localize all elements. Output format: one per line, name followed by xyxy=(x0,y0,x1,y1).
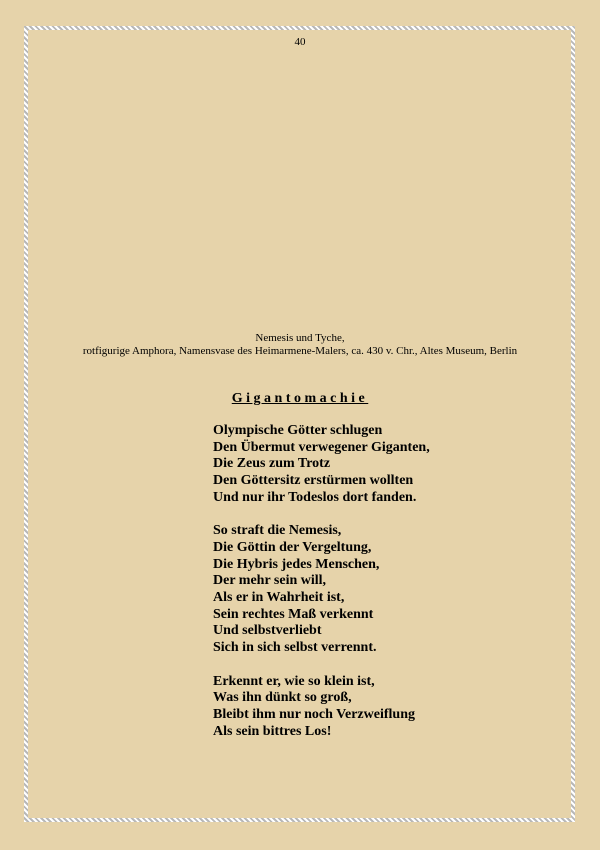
poem-line: Sich in sich selbst verrennt. xyxy=(213,640,377,656)
page-number: 40 xyxy=(294,36,306,48)
poem-line: Olympische Götter schlugen xyxy=(213,423,383,438)
poem-line: Sein rechtes Maß verkennt xyxy=(213,606,374,622)
poem-line: Der mehr sein will, xyxy=(213,573,327,589)
poem-line: Die Hybris jedes Menschen, xyxy=(213,556,380,572)
poem-title: Gigantomachie xyxy=(231,391,369,406)
stanza-3 xyxy=(213,674,430,741)
poem-line: Und selbstverliebt xyxy=(213,623,322,639)
poem-line: Den Übermut verwegener Giganten, xyxy=(213,439,430,455)
poem-line: Die Göttin der Vergeltung, xyxy=(213,539,372,555)
stanza-1 xyxy=(213,423,430,507)
stanza-2 xyxy=(213,523,430,657)
caption-title: Nemesis und Tyche, xyxy=(255,332,345,344)
image-caption xyxy=(0,332,600,358)
poem-line: Als er in Wahrheit ist, xyxy=(213,590,345,606)
caption-details: rotfigurige Amphora, Namensvase des Heimarmene-Malers, ca. 430 v. Chr., Altes Museum, Berlin xyxy=(82,345,518,357)
poem-line: Was ihn dünkt so groß, xyxy=(213,690,352,706)
poem-line: Die Zeus zum Trotz xyxy=(213,456,331,472)
poem-line: Als sein bittres Los! xyxy=(213,723,332,739)
poem-line: Den Göttersitz erstürmen wollten xyxy=(213,473,414,489)
poem-body xyxy=(213,423,430,757)
poem-line: Erkennt er, wie so klein ist, xyxy=(213,673,375,689)
poem-line: Bleibt ihm nur noch Verzweiflung xyxy=(213,706,415,722)
poem-line: Und nur ihr Todeslos dort fanden. xyxy=(213,489,417,505)
poem-line: So straft die Nemesis, xyxy=(213,523,342,539)
